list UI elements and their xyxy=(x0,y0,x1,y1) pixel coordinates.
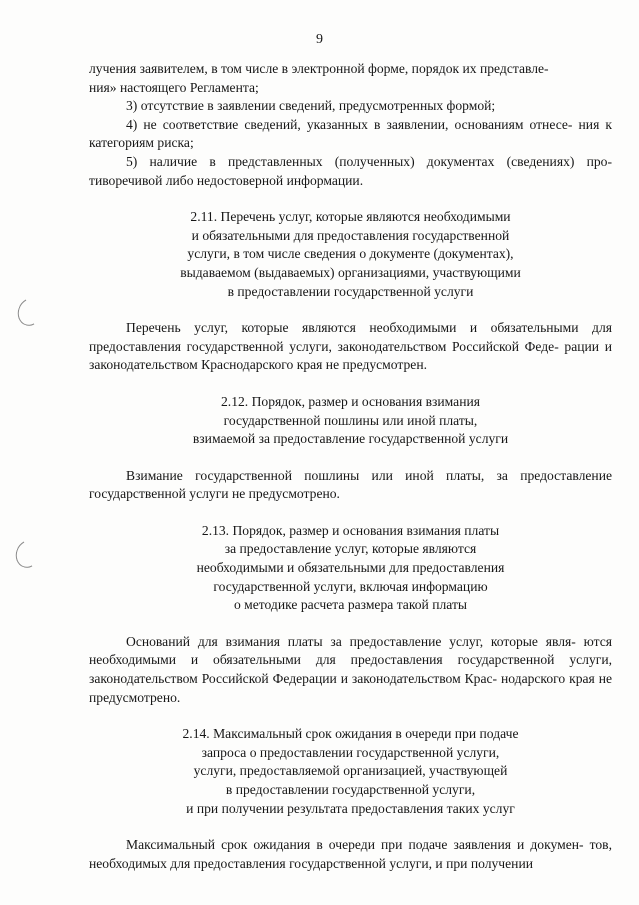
section-2-14-text: Максимальный срок ожидания в очереди при подаче заявления и докумен- тов, необходимых для предоставления государственной услуги, и при получении xyxy=(89,837,612,871)
heading-line: и при получении результата предоставления таких услуг xyxy=(186,800,515,816)
section-2-12-text: Взимание государственной пошлины или иной платы, за предоставление государственной услуги не предусмотрено. xyxy=(89,467,612,502)
heading-line: выдаваемом (выдаваемых) организациями, участвующими xyxy=(180,264,521,280)
heading-line: услуги, предоставляемой организацией, участвующей xyxy=(193,763,508,779)
section-heading-2-12 xyxy=(89,393,612,449)
heading-line: необходимыми и обязательными для предоставления xyxy=(196,560,505,576)
list-item-3: 3) отсутствие в заявлении сведений, предусмотренных формой; xyxy=(126,98,496,114)
heading-line: в предоставлении государственной услуги, xyxy=(225,782,476,797)
heading-line: за предоставление услуг, которые являются xyxy=(224,541,477,557)
heading-line: и обязательными для предоставления государственной xyxy=(191,227,510,243)
heading-line: 2.12. Порядок, размер и основания взимания xyxy=(221,393,480,409)
list-item-5: 5) наличие в представленных (полученных) документах (сведениях) про- тиворечивой либо недостоверной информации. xyxy=(89,153,612,188)
section-heading-2-11 xyxy=(89,208,612,301)
heading-line: 2.13. Порядок, размер и основания взимания платы xyxy=(201,522,500,538)
section-heading-2-13 xyxy=(89,522,612,615)
paragraph-continued-line-1: лучения заявителем, в том числе в электронной форме, порядок их представле- xyxy=(89,61,549,76)
heading-line: 2.11. Перечень услуг, которые являются необходимыми xyxy=(190,209,511,225)
heading-line: услуги, в том числе сведения о документе (документах), xyxy=(187,246,514,262)
heading-line: 2.14. Максимальный срок ожидания в очереди при подаче xyxy=(182,726,519,742)
heading-line: государственной пошлины или иной платы, xyxy=(223,412,478,428)
binder-hole-mark xyxy=(14,295,46,330)
paragraph-continued-line-2: ния» настоящего Регламента; xyxy=(89,79,259,95)
section-2-11-text: Перечень услуг, которые являются необходимыми и обязательными для предоставления государственной услуги, законодательством Российской Феде- рации и законодательством Краснодарского края не предусмотрен. xyxy=(89,320,612,373)
list-item-4: 4) не соответствие сведений, указанных в заявлении, основаниям отнесе- ния к категориям риска; xyxy=(89,116,612,151)
page-number: 9 xyxy=(316,32,323,47)
heading-line: о методике расчета размера такой платы xyxy=(233,597,468,613)
heading-line: запроса о предоставлении государственной услуги, xyxy=(201,744,500,760)
binder-hole-mark xyxy=(12,537,44,572)
heading-line: в предоставлении государственной услуги xyxy=(227,283,474,299)
section-heading-2-14 xyxy=(89,725,612,818)
section-2-13-text: Оснований для взимания платы за предоставление услуг, которые явля- ются необходимыми и обязательными для предоставления государственной услуги, законодательством Российской Федерации и законодательством Крас- нодарского края не предусмотрено. xyxy=(89,633,612,705)
document-body xyxy=(89,60,612,873)
heading-line: государственной услуги, включая информацию xyxy=(213,578,488,594)
heading-line: взимаемой за предоставление государственной услуги xyxy=(192,431,509,447)
